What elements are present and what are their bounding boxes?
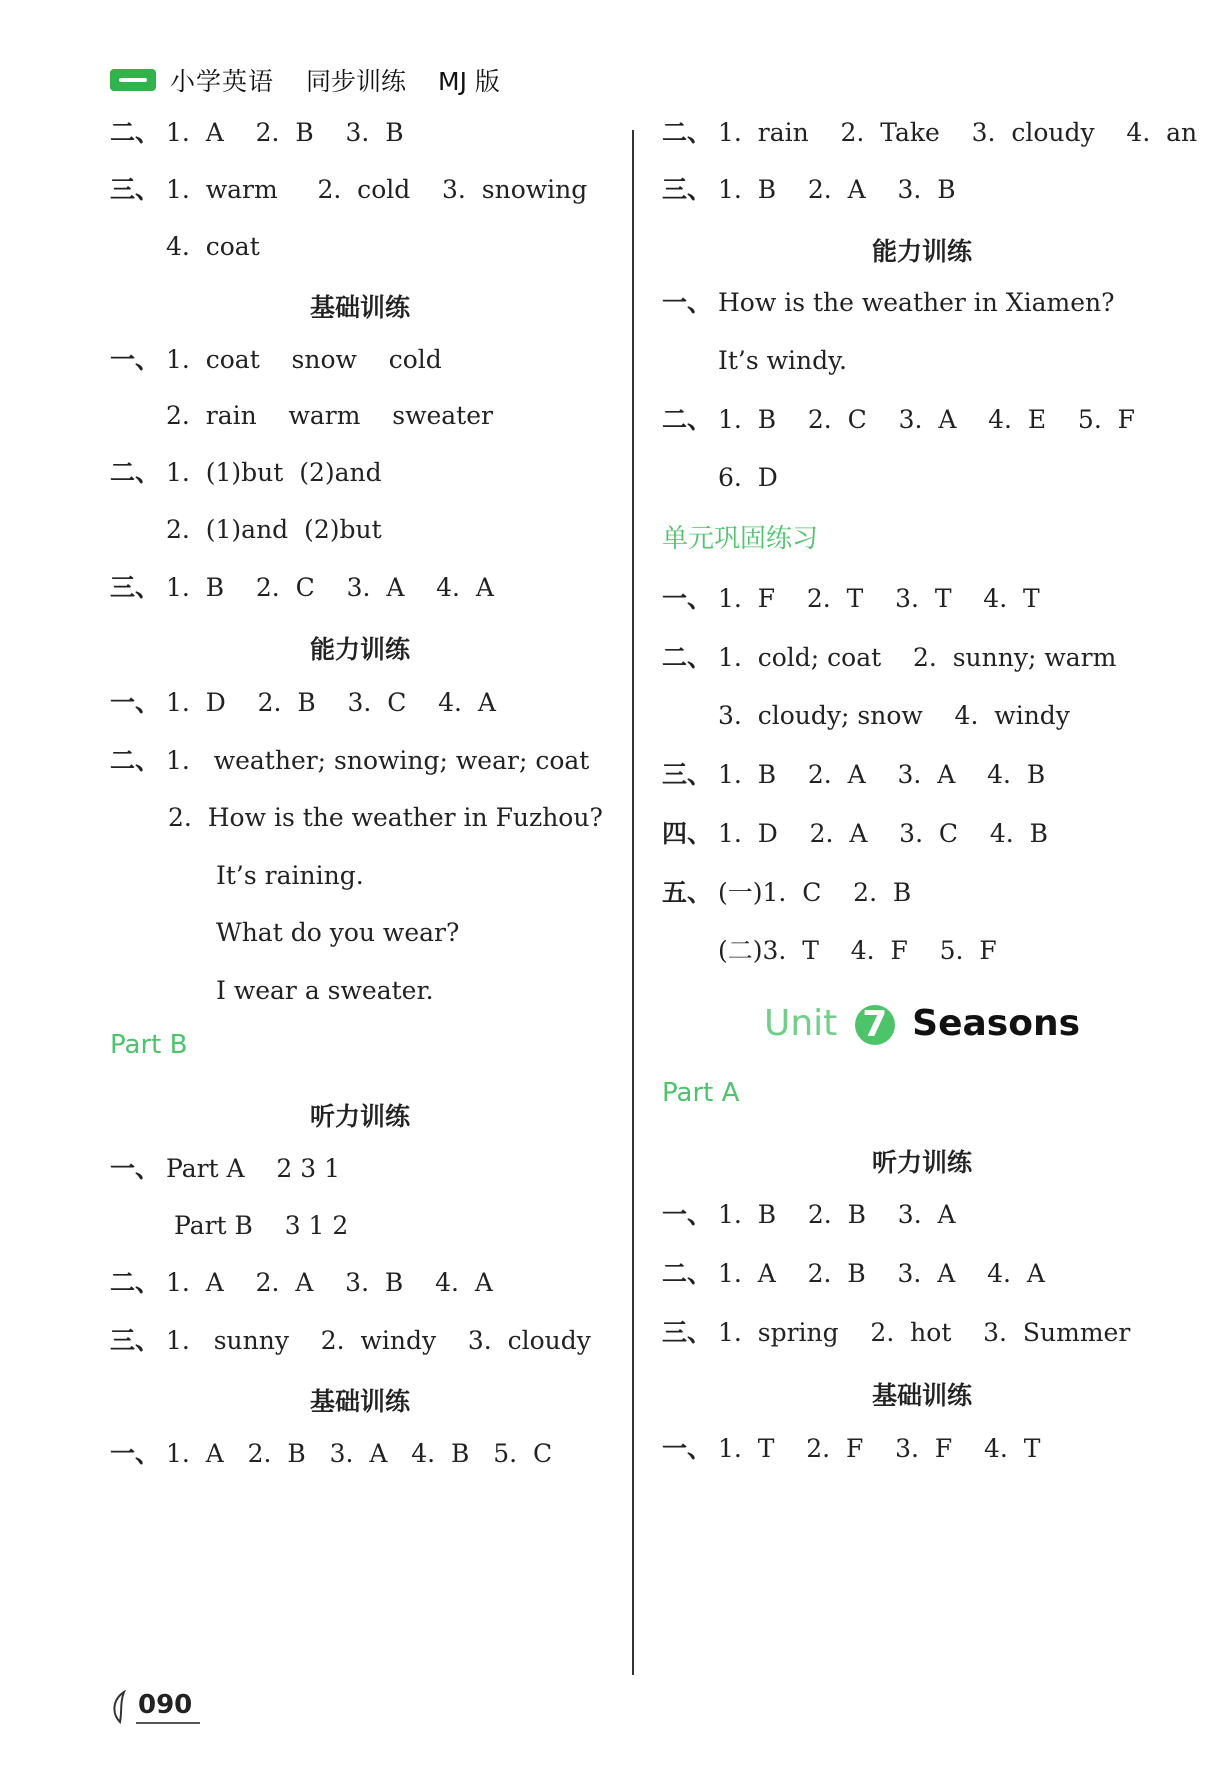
header-title: 小学英语 [170, 67, 275, 96]
answer-line: (二)3. T 4. F 5. F [718, 936, 997, 965]
brand-logo [110, 69, 156, 91]
answer-line: 四、 1. D 2. A 3. C 4. B [662, 819, 1048, 848]
section-label: 单元巩固练习 [662, 524, 819, 554]
answer-line: 一、 1. coat snow cold [110, 345, 442, 374]
unit-number-badge: 7 [855, 1005, 895, 1045]
answer-line: 一、 1. B 2. B 3. A [662, 1200, 956, 1229]
answer-line: 4. coat [166, 232, 260, 261]
section-heading: 能力训练 [871, 237, 972, 266]
unit-name: Seasons [912, 1003, 1081, 1044]
column-divider [632, 130, 634, 1675]
answer-line: 二、 1. (1)but (2)and [110, 458, 382, 487]
answer-line: 二、 1. B 2. C 3. A 4. E 5. F [662, 405, 1136, 434]
answer-line: I wear a sweater. [216, 976, 434, 1005]
part-label: Part A [662, 1078, 740, 1108]
answer-line: 一、 1. T 2. F 3. F 4. T [662, 1434, 1041, 1463]
answer-line: 3. cloudy; snow 4. windy [718, 701, 1070, 730]
leaf-icon [110, 1690, 130, 1724]
answer-line: 2. rain warm sweater [166, 401, 493, 430]
answer-line: 6. D [718, 463, 778, 492]
header-series: 同步训练 [306, 67, 407, 96]
section-heading: 基础训练 [871, 1381, 972, 1410]
answer-line: 二、 1. cold; coat 2. sunny; warm [662, 643, 1117, 672]
answer-line: 三、 1. sunny 2. windy 3. cloudy [110, 1326, 591, 1355]
answer-line: 2. How is the weather in Fuzhou? [168, 803, 603, 832]
answer-line: 一、 1. D 2. B 3. C 4. A [110, 688, 496, 717]
section-heading: 基础训练 [309, 1387, 410, 1416]
answer-line: 一、 Part A 2 3 1 [110, 1154, 340, 1183]
answer-line: 二、 1. A 2. B 3. B [110, 118, 404, 147]
answer-line: 三、 1. spring 2. hot 3. Summer [662, 1318, 1131, 1347]
answer-line: 三、 1. B 2. C 3. A 4. A [110, 573, 494, 602]
answer-line: 三、 1. warm 2. cold 3. snowing [110, 175, 588, 204]
section-heading: 能力训练 [309, 635, 410, 664]
section-heading: 听力训练 [871, 1148, 972, 1177]
answer-line: 二、 1. A 2. A 3. B 4. A [110, 1268, 493, 1297]
page-footer [110, 1690, 200, 1724]
answer-line: 一、 1. A 2. B 3. A 4. B 5. C [110, 1439, 553, 1468]
answer-line: It’s raining. [216, 861, 364, 890]
answer-line: What do you wear? [216, 918, 460, 947]
answer-line: 一、 How is the weather in Xiamen? [662, 288, 1115, 317]
part-label: Part B [110, 1030, 188, 1060]
answer-line: 三、 1. B 2. A 3. A 4. B [662, 760, 1046, 789]
answer-line: 三、 1. B 2. A 3. B [662, 175, 956, 204]
answer-line: 五、 (一)1. C 2. B [662, 878, 912, 907]
header-edition: MJ 版 [438, 67, 500, 96]
answer-line: Part B 3 1 2 [174, 1211, 349, 1240]
section-heading: 听力训练 [309, 1102, 410, 1131]
answer-line: 二、 1. rain 2. Take 3. cloudy 4. an [662, 118, 1198, 147]
page-header [110, 62, 500, 98]
section-heading: 基础训练 [309, 293, 410, 322]
answer-line: 一、 1. F 2. T 3. T 4. T [662, 584, 1040, 613]
unit-word: Unit [763, 1003, 838, 1044]
answer-line: 2. (1)and (2)but [166, 515, 382, 544]
unit-title [662, 1003, 1182, 1045]
answer-line: 二、 1. weather; snowing; wear; coat [110, 746, 590, 775]
answer-line: It’s windy. [718, 346, 847, 375]
answer-line: 二、 1. A 2. B 3. A 4. A [662, 1259, 1045, 1288]
page-number: 090 [136, 1690, 200, 1724]
